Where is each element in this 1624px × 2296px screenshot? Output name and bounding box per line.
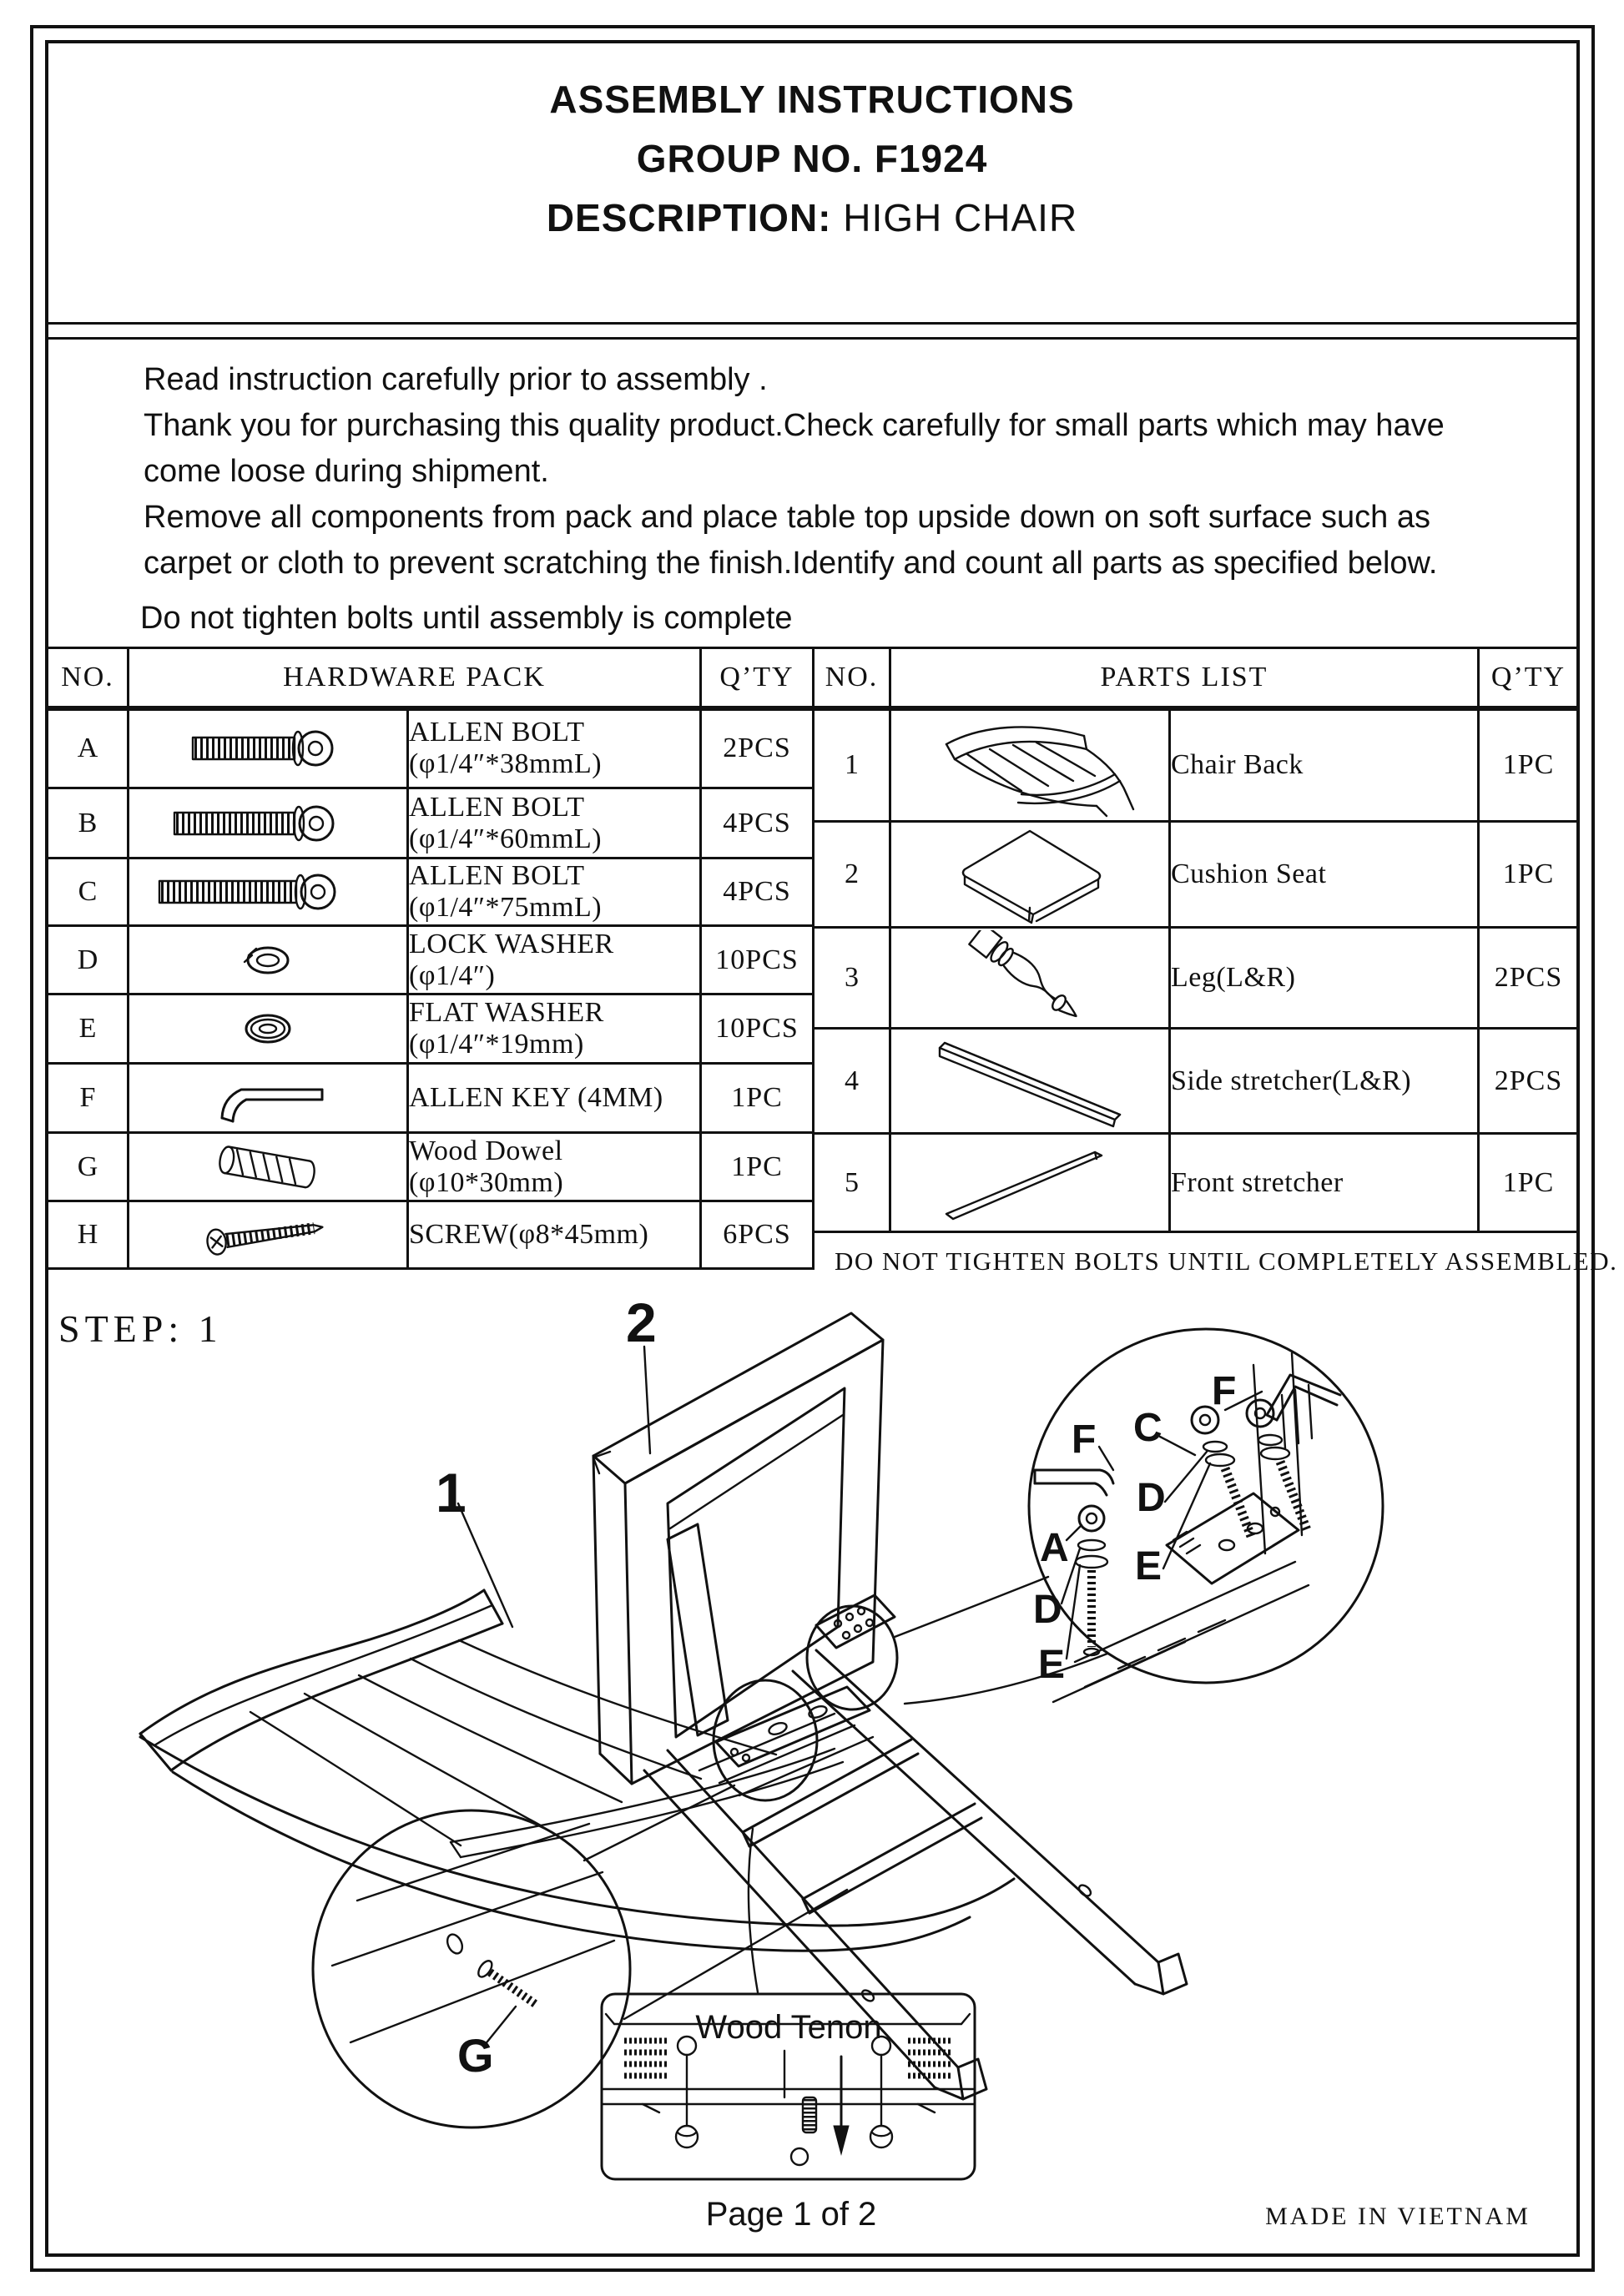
row-desc: FLAT WASHER (φ1/4″*19mm) xyxy=(408,994,701,1064)
row-no: E xyxy=(48,994,129,1064)
description-value: HIGH CHAIR xyxy=(831,196,1078,239)
hardware-col-qty: Q’TY xyxy=(701,648,814,708)
leader-lines xyxy=(458,1347,650,1627)
row-desc: ALLEN KEY (4MM) xyxy=(408,1064,701,1133)
row-qty: 2PCS xyxy=(1479,928,1579,1029)
bolt-detail-drawing xyxy=(1035,1353,1340,1702)
row-desc: Leg(L&R) xyxy=(1170,928,1479,1029)
callout-f-left: F xyxy=(1072,1417,1097,1462)
tighten-note: DO NOT TIGHTEN BOLTS UNTIL COMPLETELY ASSEMBLED. xyxy=(835,1246,1618,1276)
intro-line: Thank you for purchasing this quality product.Check carefully for small parts which may have xyxy=(144,408,1445,443)
intro-line: Remove all components from pack and place table top upside down on soft surface such as xyxy=(144,500,1430,535)
row-no: 5 xyxy=(814,1134,890,1232)
description-label: DESCRIPTION: xyxy=(546,196,832,239)
row-qty: 10PCS xyxy=(701,926,814,994)
parts-col-qty: Q’TY xyxy=(1479,648,1579,708)
row-desc: ALLEN BOLT (φ1/4″*38mmL) xyxy=(408,708,701,788)
part1-label: 1 xyxy=(436,1462,467,1523)
row-no: C xyxy=(48,858,129,926)
row-no: F xyxy=(48,1064,129,1133)
row-qty: 4PCS xyxy=(701,858,814,926)
row-qty: 2PCS xyxy=(701,708,814,788)
row-qty: 10PCS xyxy=(701,994,814,1064)
row-desc: LOCK WASHER (φ1/4″) xyxy=(408,926,701,994)
intro-line: carpet or cloth to prevent scratching the finish.Identify and count all parts as specified below. xyxy=(144,546,1438,581)
callout-c: C xyxy=(1133,1406,1163,1450)
row-qty: 4PCS xyxy=(701,788,814,858)
row-no: G xyxy=(48,1133,129,1201)
row-desc: Chair Back xyxy=(1170,708,1479,822)
page-number: Page 1 of 2 xyxy=(705,2196,877,2233)
row-no: 1 xyxy=(814,708,890,822)
row-desc: Wood Dowel (φ10*30mm) xyxy=(408,1133,701,1201)
row-no: B xyxy=(48,788,129,858)
row-desc: ALLEN BOLT (φ1/4″*75mmL) xyxy=(408,858,701,926)
parts-col-no: NO. xyxy=(814,648,890,708)
row-no: 3 xyxy=(814,928,890,1029)
intro-line: come loose during shipment. xyxy=(144,454,549,489)
intro-warning: Do not tighten bolts until assembly is complete xyxy=(140,601,793,636)
made-in-label: MADE IN VIETNAM xyxy=(1265,2203,1531,2230)
row-no: H xyxy=(48,1201,129,1269)
row-qty: 1PC xyxy=(1479,1134,1579,1232)
row-desc: Side stretcher(L&R) xyxy=(1170,1029,1479,1134)
callout-e-right: E xyxy=(1135,1544,1163,1589)
row-no: D xyxy=(48,926,129,994)
hardware-col-no: NO. xyxy=(48,648,129,708)
chair-back-drawing xyxy=(140,1590,1014,1951)
callout-f-right: F xyxy=(1212,1369,1237,1413)
dowel-g-label: G xyxy=(457,2029,494,2082)
row-qty: 1PC xyxy=(701,1064,814,1133)
row-desc: Cushion Seat xyxy=(1170,822,1479,928)
row-qty: 1PC xyxy=(1479,822,1579,928)
dowel-detail-drawing xyxy=(332,1824,614,2046)
wood-tenon-label: Wood Tenon xyxy=(695,2009,882,2046)
part2-label: 2 xyxy=(626,1292,657,1353)
row-no: 2 xyxy=(814,822,890,928)
callout-a: A xyxy=(1040,1526,1069,1570)
callout-e-left: E xyxy=(1038,1643,1066,1687)
row-qty: 2PCS xyxy=(1479,1029,1579,1134)
row-qty: 1PC xyxy=(1479,708,1579,822)
row-desc: SCREW(φ8*45mm) xyxy=(408,1201,701,1269)
row-no: 4 xyxy=(814,1029,890,1134)
callout-d-right: D xyxy=(1137,1476,1166,1520)
doc-title: ASSEMBLY INSTRUCTIONS xyxy=(549,78,1075,121)
intro-line: Read instruction carefully prior to assembly . xyxy=(144,362,768,397)
row-qty: 6PCS xyxy=(701,1201,814,1269)
row-no: A xyxy=(48,708,129,788)
row-qty: 1PC xyxy=(701,1133,814,1201)
step-label: STEP: 1 xyxy=(58,1307,223,1350)
callout-d-left: D xyxy=(1033,1588,1062,1632)
parts-col-name: PARTS LIST xyxy=(890,648,1479,708)
row-desc: Front stretcher xyxy=(1170,1134,1479,1232)
group-number: GROUP NO. F1924 xyxy=(636,137,988,180)
row-desc: ALLEN BOLT (φ1/4″*60mmL) xyxy=(408,788,701,858)
hardware-col-name: HARDWARE PACK xyxy=(129,648,701,708)
